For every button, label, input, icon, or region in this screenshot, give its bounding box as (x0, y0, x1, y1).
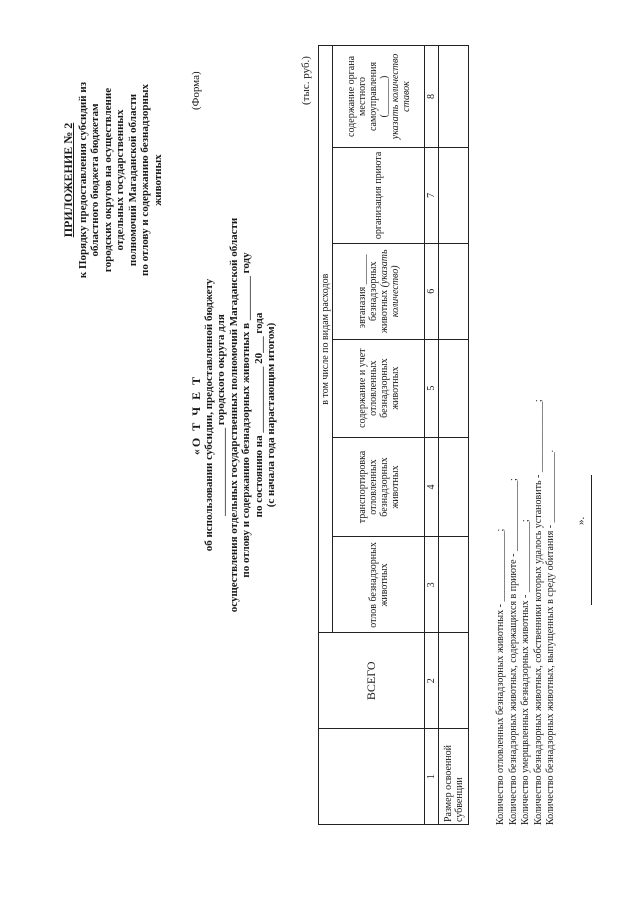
report-subtitle-line: об использовании субсидии, предоставленной бюджету (202, 278, 215, 552)
form-label: (Форма) (190, 71, 202, 110)
report-title (190, 155, 278, 675)
report-table (318, 45, 469, 825)
units-label: (тыс. руб.) (300, 56, 312, 105)
appendix-line: отдельных государственных (114, 109, 126, 251)
closing-quote: ». (575, 516, 587, 525)
header-cell-catching: отлов безнадзорных животных (333, 537, 425, 633)
col-number: 1 (425, 729, 439, 825)
note-line: Количество умерщвленных безнадзорных животных - ______________; (520, 519, 532, 825)
data-cell[interactable] (439, 243, 469, 339)
col-number: 3 (425, 537, 439, 633)
data-cell[interactable] (439, 46, 469, 148)
signature-line (590, 475, 592, 605)
report-subtitle-line: по отлову и содержанию безнадзорных животных в ________ году (240, 252, 252, 578)
col-number: 4 (425, 437, 439, 537)
note-line: Количество отловленных безнадзорных животных - ______________; (495, 528, 506, 825)
appendix-line: по отлову и содержанию безнадзорных (139, 84, 151, 276)
appendix-line: городских округов на осуществление (101, 87, 114, 273)
report-subtitle-line: ________________ городского округа для (215, 314, 227, 516)
header-cell-total: ВСЕГО (319, 633, 425, 729)
header-cell-euthanasia (333, 243, 425, 339)
header-cell-maintenance: содержание и учет отловленных безнадзорных животных (333, 339, 425, 437)
local-govt-blank: (_______) (378, 75, 390, 118)
col-number: 5 (425, 339, 439, 437)
report-date-line: по состоянию на ____________ 20___ года (252, 312, 265, 518)
col-number: 2 (425, 633, 439, 729)
header-cell-shelter: организация приюта (333, 147, 425, 243)
data-cell[interactable] (439, 633, 469, 729)
col-number: 6 (425, 243, 439, 339)
col-number: 7 (425, 147, 439, 243)
col-number: 8 (425, 46, 439, 148)
note-line: Количество безнадзорных животных, собственники которых удалось установить - ______________; (532, 399, 544, 825)
data-cell[interactable] (439, 537, 469, 633)
report-period-note: (с начала года нарастающим итогом) (265, 322, 277, 508)
header-cell-subheader: в том числе по видам расходов (319, 46, 333, 633)
appendix-line: к Порядку предоставления субсидий из (76, 81, 89, 279)
header-cell-transport: транспортировка отловленных безнадзорных животных (333, 437, 425, 537)
header-cell-empty (319, 729, 425, 825)
appendix-line: областного бюджета бюджетам (89, 103, 101, 257)
euthanasia-note: (указать количество) (378, 249, 401, 318)
notes-block (495, 45, 558, 825)
appendix-line: полномочий Магаданской области (126, 93, 139, 267)
report-heading: «О Т Ч Е Т (189, 374, 203, 456)
header-cell-local-govt (333, 46, 425, 148)
appendix-line: животных (151, 154, 164, 206)
data-cell[interactable] (439, 437, 469, 537)
data-cell[interactable] (439, 339, 469, 437)
appendix-header (62, 55, 164, 305)
row-label-subsidy: Размер освоенной субвенции (439, 729, 469, 825)
data-cell[interactable] (439, 147, 469, 243)
euthanasia-label: эвтаназия ______ безнадзорных животных (356, 254, 390, 334)
local-govt-note: указать количество ставок (389, 53, 412, 140)
appendix-title: ПРИЛОЖЕНИЕ № 2 (61, 122, 75, 238)
local-govt-label: содержание органа местного самоуправления (345, 55, 379, 137)
note-line: Количество безнадзорных животных, содержащихся в приюте - ______________; (507, 478, 519, 825)
report-subtitle-line: осуществления отдельных государственных полномочий Магаданской области (227, 217, 240, 613)
note-line: Количество безнадзорных животных, выпущенных в среду обитания - ______________. (545, 449, 557, 825)
